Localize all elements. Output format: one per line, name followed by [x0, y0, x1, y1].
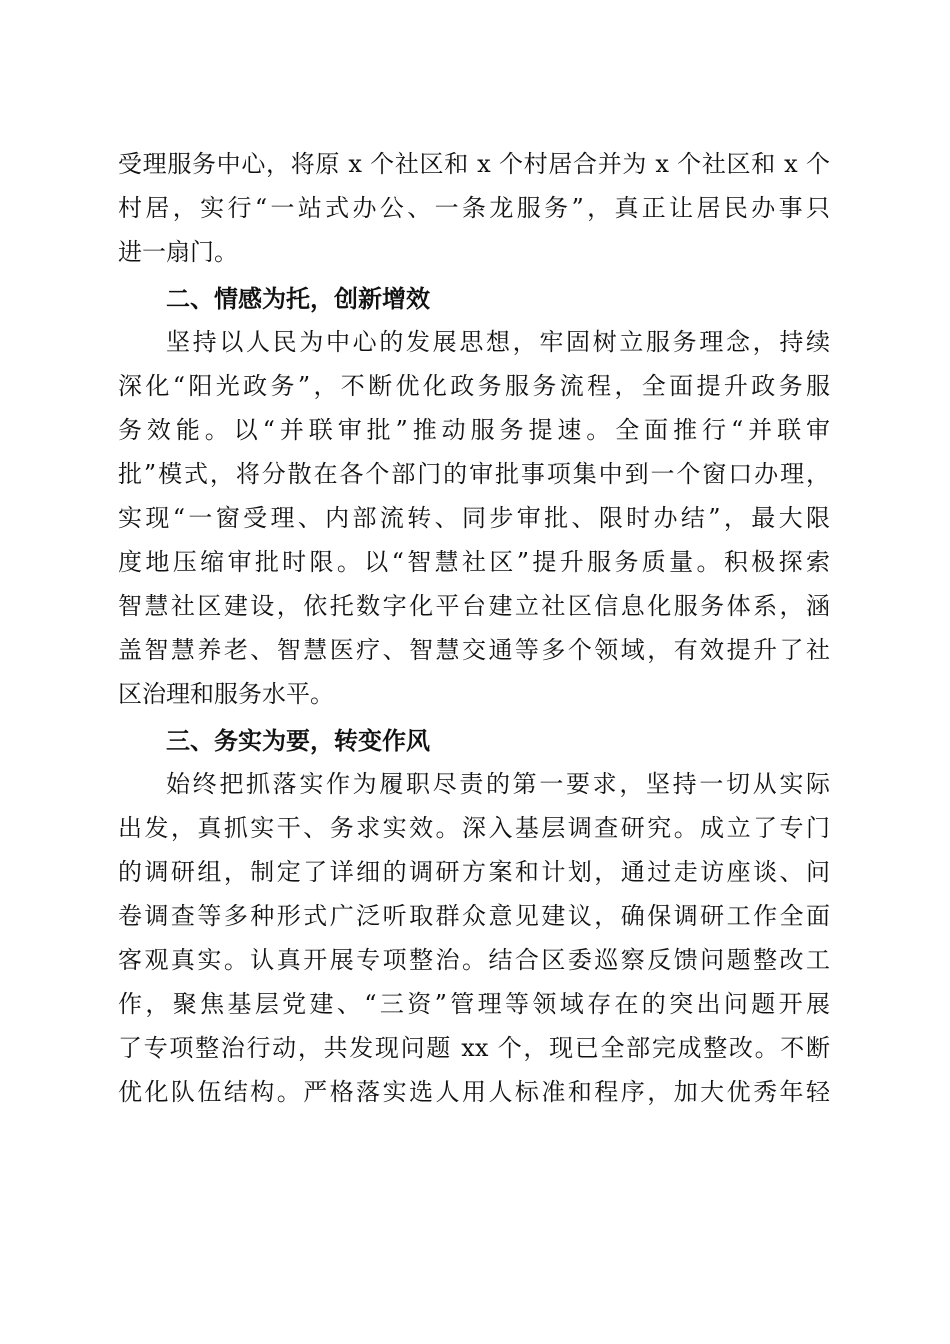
text-line: 批”模式，将分散在各个部门的审批事项集中到一个窗口办理， — [118, 460, 830, 488]
paragraph-1 — [118, 142, 830, 274]
text-line: 始终把抓落实作为履职尽责的第一要求，坚持一切从实际 — [166, 770, 830, 798]
section-heading-2: 二、情感为托，创新增效 — [166, 285, 430, 313]
text-line: 实现“一窗受理、内部流转、同步审批、限时办结”，最大限 — [118, 504, 830, 532]
text-line: 的调研组，制定了详细的调研方案和计划，通过走访座谈、问 — [118, 858, 830, 886]
text-line: 受理服务中心，将原 x 个社区和 x 个村居合并为 x 个社区和 x 个 — [118, 150, 830, 178]
text-line: 智慧社区建设，依托数字化平台建立社区信息化服务体系，涵 — [118, 592, 830, 620]
text-line: 出发，真抓实干、务求实效。深入基层调查研究。成立了专门 — [118, 814, 830, 842]
text-line: 区治理和服务水平。 — [118, 680, 334, 708]
paragraph-2 — [118, 320, 830, 716]
text-line: 深化“阳光政务”，不断优化政务服务流程，全面提升政务服 — [118, 372, 830, 400]
text-line: 作，聚焦基层党建、“三资”管理等领域存在的突出问题开展 — [118, 990, 830, 1018]
section-heading-3: 三、务实为要，转变作风 — [166, 727, 430, 755]
text-line: 优化队伍结构。严格落实选人用人标准和程序，加大优秀年轻 — [118, 1078, 830, 1106]
text-line: 坚持以人民为中心的发展思想，牢固树立服务理念，持续 — [166, 328, 830, 356]
text-line: 村居，实行“一站式办公、一条龙服务”，真正让居民办事只 — [118, 194, 830, 222]
text-line: 度地压缩审批时限。以“智慧社区”提升服务质量。积极探索 — [118, 548, 830, 576]
text-line: 盖智慧养老、智慧医疗、智慧交通等多个领域，有效提升了社 — [118, 636, 830, 664]
document-body — [118, 142, 830, 1114]
paragraph-3 — [118, 762, 830, 1114]
text-line: 务效能。以“并联审批”推动服务提速。全面推行“并联审 — [118, 416, 830, 444]
text-line: 卷调查等多种形式广泛听取群众意见建议，确保调研工作全面 — [118, 902, 830, 930]
text-line: 了专项整治行动，共发现问题 xx 个，现已全部完成整改。不断 — [118, 1034, 830, 1062]
text-line: 客观真实。认真开展专项整治。结合区委巡察反馈问题整改工 — [118, 946, 830, 974]
text-line: 进一扇门。 — [118, 238, 238, 266]
